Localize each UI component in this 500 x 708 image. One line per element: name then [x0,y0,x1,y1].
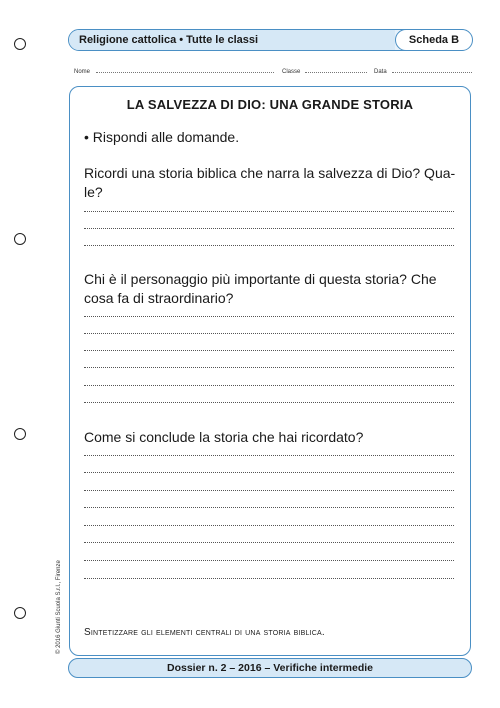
binder-hole [14,38,26,50]
answer-line[interactable] [84,578,454,579]
date-label: Data [374,69,387,75]
answer-line[interactable] [84,333,454,334]
date-field[interactable] [392,72,472,73]
copyright-text: © 2016 Giunti Scuola S.r.l., Firenze [56,560,62,654]
answer-line[interactable] [84,455,454,456]
class-field[interactable] [305,72,367,73]
answer-line[interactable] [84,367,454,368]
header-bar [68,29,472,51]
instruction-text: • Rispondi alle domande. [84,129,240,145]
name-label: Nome [74,69,91,75]
sheet-label: Scheda B [395,29,473,51]
student-info-row [74,67,472,77]
footer-bar: Dossier n. 2 – 2016 – Verifiche intermedie [68,658,472,678]
answer-line[interactable] [84,472,454,473]
binder-hole [14,607,26,619]
worksheet-title: LA SALVEZZA DI DIO: UNA GRANDE STORIA [126,97,414,112]
answer-line[interactable] [84,211,454,212]
answer-line[interactable] [84,542,454,543]
question-3: Come si conclude la storia che hai ricordato? [84,429,364,445]
answer-line[interactable] [84,350,454,351]
answer-line[interactable] [84,560,454,561]
question-2: Chi è il personaggio più importante di questa storia? Che cosa fa di straordinario? [84,271,437,306]
answer-line[interactable] [84,490,454,491]
learning-objective: Sintetizzare gli elementi centrali di una storia biblica. [84,627,325,638]
binder-hole [14,233,26,245]
answer-line[interactable] [84,245,454,246]
name-field[interactable] [96,72,274,73]
answer-line[interactable] [84,316,454,317]
answer-line[interactable] [84,507,454,508]
answer-line[interactable] [84,228,454,229]
answer-line[interactable] [84,402,454,403]
answer-line[interactable] [84,525,454,526]
class-label: Classe [282,69,301,75]
subject-label: Religione cattolica • Tutte le classi [69,30,395,50]
binder-hole [14,428,26,440]
answer-line[interactable] [84,385,454,386]
question-1: Ricordi una storia biblica che narra la salvezza di Dio? Qua-le? [84,165,456,200]
